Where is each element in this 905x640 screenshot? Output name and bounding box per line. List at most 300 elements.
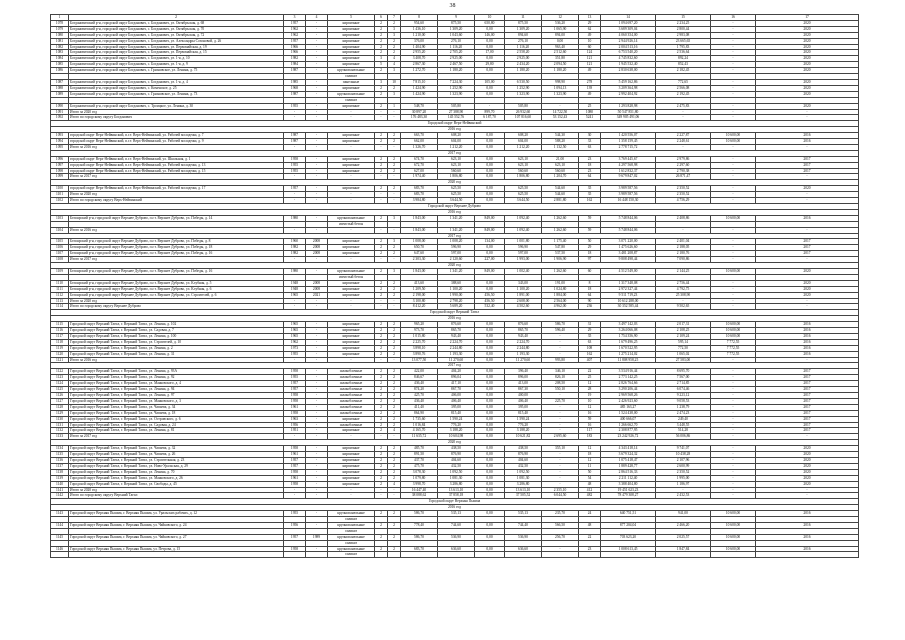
page-number: 38 [449,3,456,9]
table-cell: 877 204,04 [601,522,656,528]
table-cell: 3 534 916,44 [601,369,656,375]
table-cell: 0,00 [475,404,505,410]
table-cell: 1080 [579,109,601,115]
table-cell: кирпичные [328,133,375,139]
table-cell: 2016 [756,511,859,517]
table-cell: ячеистый бетон [328,221,375,227]
table-cell: 2 [375,162,388,168]
table-cell: 404,60 [505,457,542,463]
table-cell: 0,00 [475,328,505,334]
table-cell [756,552,859,558]
table-cell: - [306,304,328,310]
table-cell: кирпичные [328,85,375,91]
table-cell: 2020 [756,68,859,74]
table-cell: 625,50 [505,186,542,192]
table-cell: 4 060 354,00 [601,32,656,38]
table-cell: 2 864 516,33 [601,469,656,475]
table-cell: - [306,446,328,452]
table-cell: 2 [388,333,401,339]
table-cell: 406,40 [505,398,542,404]
table-cell: кирпичные [328,463,375,469]
table-cell: - [656,227,711,233]
table-cell: кирпичные [328,469,375,475]
table-cell: - [756,109,859,115]
table-cell: 1965 [284,333,306,339]
table-cell: 1 275 214,02 [601,351,656,357]
table-cell: - [711,103,756,109]
header-cell: 3 [284,15,306,21]
table-cell: - [284,434,306,440]
table-cell: 0,00 [475,428,505,434]
table-cell: 0,00 [475,168,505,174]
table-cell: - [306,257,328,263]
table-cell: 772,50 [656,345,711,351]
table-cell: 2 [375,522,388,528]
table-cell: 973,70 [401,328,438,334]
table-cell: 2 925,00 [438,56,475,62]
table-cell: - [711,375,756,381]
table-cell: 9 511 719,23 [601,292,656,298]
table-cell: 2 512,60 [542,50,579,56]
header-cell: 13 [579,15,601,21]
table-cell: - [711,251,756,257]
table-cell: 535,13 [438,511,475,517]
table-cell: 1965 [284,292,306,298]
table-cell: крупнопанельные [328,511,375,517]
table-cell: 25 308,90 [656,292,711,298]
header-cell: 8 [401,15,438,21]
table-cell: 3 769 445,67 [601,156,656,162]
table-cell: 2016 [756,133,859,139]
table-cell: 1095 [51,144,69,150]
table-cell: - [306,387,328,393]
table-cell: 963,40 [542,44,579,50]
table-cell: 560,60 [505,168,542,174]
table-cell: кирпичные [328,62,375,68]
table-cell: 6 044,50 [542,493,579,499]
table-cell: 1142 [51,493,69,499]
table-cell: - [711,469,756,475]
table-cell: 485,70 [401,446,438,452]
address-cell: Городской округ Верхний Тагил, г. Верхний Тагил, ул. Чапаева, д. 26 [69,452,284,458]
table-cell: - [711,493,756,499]
table-cell: - [375,357,388,363]
table-cell: 5241 [579,115,601,121]
address-cell: Белоярский р-н, городской округ Верхнее Дуброво, п.г.т. Верхнее Дуброво, ул. Победы, д. 16 [69,251,284,257]
table-cell: 1 475 626,60 [601,245,656,251]
table-cell: 4 [388,481,401,487]
table-cell: 438,50 [438,446,475,452]
table-cell: силикат [328,528,375,534]
table-cell: 10 [579,38,601,44]
table-cell: 2 475,83 [656,103,711,109]
table-row [51,328,859,334]
table-cell: кирпичные [328,251,375,257]
table-cell: 1 212,20 [505,144,542,150]
total-label: Итого по городскому округу Верхнее Дуброво [69,304,284,310]
table-cell: 10 438,28 [656,452,711,458]
table-cell: 744,40 [505,522,542,528]
table-cell: 2 [388,322,401,328]
table-cell: 2 756,44 [656,280,711,286]
table-cell: 998,90 [542,79,579,85]
table-cell: 2 [388,85,401,91]
table-cell: 22 [579,369,601,375]
table-cell: 23 [579,156,601,162]
table-cell: 1 092,40 [505,215,542,221]
table-cell: 1141 [51,487,69,493]
table-cell: 2 881,80 [542,198,579,204]
table-cell: 1968 [284,85,306,91]
table-cell: 2 [375,91,388,97]
table-cell: 26 871,47 [656,174,711,180]
table-cell: 2 800,44 [656,26,711,32]
table-cell: 623,10 [505,162,542,168]
total-label: Итого за 2020 год [69,192,284,198]
table-cell: 1114 [51,304,69,310]
table-cell: - [284,257,306,263]
table-cell: 2017 [756,245,859,251]
table-cell: 566,50 [542,522,579,528]
table-cell: 1124 [51,381,69,387]
table-cell: 176 483,30 [401,115,438,121]
table-cell: 7 815,10 [401,79,438,85]
table-cell: 2 [375,280,388,286]
table-cell: - [542,422,579,428]
table-cell: 2 992 404,92 [601,91,656,97]
address-cell: Городской округ Верхний Тагил, г. Верхний Тагил, ул. Ленина, д. 81 [69,428,284,434]
table-cell: 2021 [306,292,328,298]
table-cell: 1 186,97 [656,481,711,487]
table-cell: 0,00 [475,452,505,458]
table-cell: - [388,109,401,115]
table-cell: 3 [388,26,401,32]
address-cell: Городской округ Верхняя Пышма, г. Верхняя Пышма, ул. Чайковского, д. 24 [69,522,284,528]
table-cell: 404,60 [438,457,475,463]
table-cell: 10 600,00 [711,522,756,528]
table-cell: 2020 [756,286,859,292]
table-cell: 2 798,20 [438,298,475,304]
table-cell: 1144 [51,522,69,528]
table-cell: 2 474,23 [656,410,711,416]
table-cell: - [711,38,756,44]
table-cell: 0,00 [475,192,505,198]
table-row [51,339,859,345]
table-cell: - [306,422,328,428]
table-cell: - [306,62,328,68]
table-cell: 3 408,70 [401,56,438,62]
table-cell: 1987 [284,133,306,139]
table-cell: 2 983,08 [656,32,711,38]
table-cell: 2 [388,416,401,422]
total-label: Итого за 2016 год [69,227,284,233]
table-cell: 776,20 [438,422,475,428]
table-cell: - [542,481,579,487]
table-cell: 30 [579,133,601,139]
address-cell: Городской округ Верхняя Пышма, г. Верхняя Пышма, ул. Петрова, д. 15 [69,546,284,552]
table-cell: - [542,393,579,399]
table-cell: - [328,109,375,115]
table-cell: 1119 [51,345,69,351]
table-cell: 2 227,87 [656,133,711,139]
table-cell: 4 512 549,00 [601,268,656,274]
table-cell: 536,90 [505,534,542,540]
table-cell: 560,60 [438,168,475,174]
table-cell: 2 [375,410,388,416]
table-cell: 1132 [51,428,69,434]
table-cell: 894,00 [542,32,579,38]
table-cell: - [306,428,328,434]
table-cell: 25 [579,375,601,381]
table-cell: 625,50 [438,186,475,192]
table-cell: 400 666,07 [601,416,656,422]
table-cell: 867,70 [438,387,475,393]
table-cell: 1 100,20 [438,286,475,292]
table-cell: 1 341,20 [438,268,475,274]
table-cell: 2020 [756,186,859,192]
table-cell: 6 530,50 [505,79,542,85]
header-cell: 2 [69,15,284,21]
table-cell: - [306,410,328,416]
table-cell: - [284,357,306,363]
table-cell: 6 753 540,20 [601,50,656,56]
table-cell: 2 [375,292,388,298]
table-cell: 1146 [51,546,69,552]
table-cell: 2 [375,422,388,428]
table-cell: 2 [388,156,401,162]
table-cell: - [306,198,328,204]
table-cell: - [711,446,756,452]
table-cell: 1961 [284,475,306,481]
table-cell: 865,70 [438,328,475,334]
table-cell: 475,70 [401,463,438,469]
table-cell: 10 [388,79,401,85]
table-cell: 146,00 [475,32,505,38]
table-cell: - [542,351,579,357]
table-cell: 1134 [51,446,69,452]
table-cell: 5 748 844,06 [601,227,656,233]
table-cell: 12 [579,457,601,463]
table-cell: 1108 [51,257,69,263]
table-cell: силикат [328,540,375,546]
table-cell: 31 [579,322,601,328]
table-cell: - [375,109,388,115]
table-cell: 3 [388,239,401,245]
table-cell: 21,00 [542,156,579,162]
table-cell: 1 420 556,07 [601,133,656,139]
table-cell: 2017 [756,387,859,393]
table-cell: 1958 [284,410,306,416]
table-cell: 1 843,00 [401,268,438,274]
table-cell: 97 [579,257,601,263]
table-cell: 1987 [284,139,306,145]
table-cell: - [306,345,328,351]
table-cell: 2 [375,428,388,434]
table-cell: 1957 [284,381,306,387]
table-cell: 11 270,60 [505,357,542,363]
address-cell: Белоярский р-н, городской округ Верхнее Дуброво, п.г.т. Верхнее Дуброво, ул. Победы, д. 14 [69,215,284,221]
table-cell: 1126 [51,393,69,399]
table-cell: 536,90 [438,534,475,540]
table-cell: крупнопанельные [328,91,375,97]
table-cell: 1125 [51,387,69,393]
table-cell: - [306,398,328,404]
table-cell: 1 180,20 [542,68,579,74]
table-cell: 1097 [51,162,69,168]
table-cell: 1123 [51,375,69,381]
table-cell: 2 955,20 [401,50,438,56]
address-cell: Городской округ Верхний Тагил, г. Верхний Тагил, ул. Чапаева, д. 18 [69,410,284,416]
table-cell: 48 [579,481,601,487]
table-cell: 1117 [51,333,69,339]
table-cell: 1955 [284,351,306,357]
table-cell: 16 [579,422,601,428]
table-cell: - [756,227,859,233]
table-cell: силикат [328,74,375,80]
table-cell: - [284,227,306,233]
address-cell: Богдановичский р-н, городской округ Богданович, с. Богданович, ул. Первомайская, д. 19 [69,44,284,50]
table-cell: 2 [375,103,388,109]
table-cell: 876,60 [438,322,475,328]
table-cell: 2 [375,534,388,540]
table-cell: 1127 [51,398,69,404]
address-cell: Городской округ Верхний Тагил, г. Верхний Тагил, ул. Маяковского, д. 26 [69,475,284,481]
table-cell: - [756,487,859,493]
table-cell: 1128 [51,404,69,410]
table-cell: 432,50 [505,463,542,469]
table-cell: 2 [375,68,388,74]
table-cell: 0,00 [475,375,505,381]
table-cell: - [711,428,756,434]
table-cell: кирпичные [328,416,375,422]
table-cell: 1 116,20 [505,44,542,50]
table-cell: - [284,493,306,499]
table-cell: силикат [328,552,375,558]
table-cell: 2 566,08 [656,85,711,91]
table-cell: шлакоблочные [328,393,375,399]
table-cell: 2 [388,393,401,399]
address-cell: городской округ Верх-Нейвинский, п.г.т. Верх-Нейвинский, ул. Школьная, д. 1 [69,156,284,162]
table-cell: 1089 [51,91,69,97]
table-cell: 1105 [51,239,69,245]
table-cell: 2 969 568,26 [601,393,656,399]
table-cell: - [306,162,328,168]
table-cell: 2 401,04 [656,239,711,245]
table-cell: - [306,227,328,233]
table-cell: 625,50 [505,192,542,198]
table-cell: 64 [579,174,601,180]
table-cell: 674,70 [401,156,438,162]
table-cell: - [375,198,388,204]
table-cell: 3 071 220,00 [601,239,656,245]
table-cell: 2020 [756,20,859,26]
table-cell: кирпичные [328,446,375,452]
table-cell: 2017 [756,428,859,434]
address-cell: Городской округ Верхняя Пышма, г. Верхняя Пышма, ул. Уральских рабочих, д. 12 [69,511,284,517]
table-cell: кирпичные [328,239,375,245]
table-cell: 852,43 [656,62,711,68]
table-cell: 16 448 150,30 [601,198,656,204]
table-cell: 1 341,20 [438,227,475,233]
table-cell: 108 [579,345,601,351]
table-cell: 849,00 [475,215,505,221]
table-cell: 3 497 142,03 [601,322,656,328]
table-cell: 941,00 [656,511,711,517]
table-cell: 10 600,00 [711,328,756,334]
table-cell: 4 165,70 [401,428,438,434]
table-cell: 3 286,80 [505,481,542,487]
table-cell: 4 502,60 [505,304,542,310]
table-cell: - [388,144,401,150]
table-cell: 2 [375,139,388,145]
table-cell: 2 198,00 [401,292,438,298]
table-cell: - [711,144,756,150]
table-cell: 2 [388,168,401,174]
table-cell: 10 600,00 [711,511,756,517]
table-cell: - [284,304,306,310]
table-cell: - [328,357,375,363]
total-label: Итого за 2017 год [69,434,284,440]
table-cell: 1145 [51,534,69,540]
table-cell: 608,20 [438,133,475,139]
address-cell: Богдановичский р-н, городской округ Богданович, с. Грязновское, ул. Ленина, д. 73 [69,91,284,97]
table-cell: 1107 [51,251,69,257]
table-cell: 1091 [51,109,69,115]
table-cell: 1 891,00 [505,292,542,298]
table-cell: 894,60 [505,32,542,38]
table-cell: 1140 [51,481,69,487]
table-cell: 10 600,00 [711,139,756,145]
table-cell: - [375,115,388,121]
table-cell: 2017 [756,156,859,162]
table-cell: 1 945 532,40 [601,62,656,68]
table-cell: 1 309,20 [438,26,475,32]
total-label: Итого за 2017 год [69,174,284,180]
table-cell: 1956 [284,422,306,428]
total-label: Итого за 2016 год [69,144,284,150]
table-cell: 5 [375,62,388,68]
table-cell: - [306,133,328,139]
table-cell: 2008 [306,286,328,292]
table-cell: - [711,280,756,286]
total-label: Итого за 2020 год [69,298,284,304]
table-cell: 412 [579,487,601,493]
table-cell: 550,10 [542,387,579,393]
table-cell: 0,00 [475,85,505,91]
address-cell: Белоярский р-н, городской округ Верхнее Дуброво, п.г.т. Верхнее Дуброво, ул. Победы, д. 18 [69,245,284,251]
table-cell: 1 204,70 [542,174,579,180]
address-cell: Городской округ Верхний Тагил, г. Верхний Тагил, ул. Свободы, д. 45 [69,481,284,487]
header-cell: 11 [505,15,542,21]
table-row [51,546,859,552]
table-cell: 9 223,12 [656,393,711,399]
table-cell: - [306,268,328,274]
table-cell: кирпичные [328,481,375,487]
table-cell: 597,00 [438,251,475,257]
table-cell: 1 [388,103,401,109]
table-cell: 482 [579,493,601,499]
table-cell: - [306,434,328,440]
table-cell: 13 613,10 [438,487,475,493]
table-cell: 2020 [756,292,859,298]
table-cell: 2 [388,511,401,517]
table-cell: 1098 [51,168,69,174]
table-cell: 2 [375,20,388,26]
table-cell: - [306,369,328,375]
table-cell: 2 [388,446,401,452]
table-cell: 1 424,90 [401,91,438,97]
table-cell: 1966 [284,50,306,56]
